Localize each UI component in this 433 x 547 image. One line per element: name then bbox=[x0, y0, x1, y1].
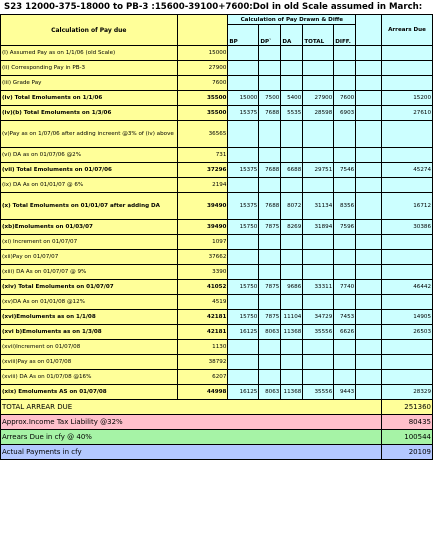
table-row bbox=[1, 340, 433, 355]
spacer-cell bbox=[356, 325, 382, 340]
row-label: (xvi)Emoluments as on 1/1/08 bbox=[1, 310, 178, 325]
dp-cell bbox=[259, 178, 281, 193]
da-cell bbox=[281, 250, 303, 265]
spacer-cell bbox=[356, 310, 382, 325]
spacer-cell bbox=[356, 370, 382, 385]
header-bp: BP bbox=[228, 25, 259, 46]
da-cell bbox=[281, 46, 303, 61]
da-cell bbox=[281, 295, 303, 310]
bp-cell bbox=[228, 250, 259, 265]
pay-due-cell: 27900 bbox=[177, 61, 228, 76]
table-row bbox=[1, 163, 433, 178]
diff-cell bbox=[334, 340, 356, 355]
total-cell bbox=[303, 148, 334, 163]
pay-due-cell: 41052 bbox=[177, 280, 228, 295]
table-row bbox=[1, 295, 433, 310]
pay-due-cell: 3390 bbox=[177, 265, 228, 280]
arrears-cell: 26503 bbox=[382, 325, 433, 340]
total-cell bbox=[303, 121, 334, 148]
total-cell bbox=[303, 370, 334, 385]
bp-cell bbox=[228, 76, 259, 91]
table-row bbox=[1, 148, 433, 163]
summary-value: 20109 bbox=[382, 445, 433, 460]
pay-due-cell: 731 bbox=[177, 148, 228, 163]
arrears-cell bbox=[382, 61, 433, 76]
summary-row bbox=[1, 400, 433, 415]
header-drawn-diff: Calculation of Pay Drawn & Diffe bbox=[228, 15, 356, 25]
pay-due-cell: 42181 bbox=[177, 310, 228, 325]
table-row bbox=[1, 121, 433, 148]
table-row bbox=[1, 91, 433, 106]
total-cell bbox=[303, 340, 334, 355]
spacer-cell bbox=[356, 178, 382, 193]
bp-cell bbox=[228, 265, 259, 280]
table-row bbox=[1, 250, 433, 265]
spacer-cell bbox=[356, 265, 382, 280]
arrears-cell bbox=[382, 370, 433, 385]
sheet-title: S23 12000-375-18000 to PB-3 :15600-39100+7600:DoI in old Scale assumed in March: bbox=[4, 2, 423, 12]
header-dp: DP` bbox=[259, 25, 281, 46]
spacer-cell bbox=[356, 76, 382, 91]
bp-cell bbox=[228, 148, 259, 163]
row-label: (vii) Total Emoluments on 01/07/06 bbox=[1, 163, 178, 178]
pay-due-cell: 36565 bbox=[177, 121, 228, 148]
dp-cell: 7688 bbox=[259, 163, 281, 178]
row-label: (xii)Pay on 01/07/07 bbox=[1, 250, 178, 265]
dp-cell: 8063 bbox=[259, 385, 281, 400]
total-cell bbox=[303, 235, 334, 250]
spacer-cell bbox=[356, 46, 382, 61]
da-cell bbox=[281, 265, 303, 280]
arrears-cell bbox=[382, 295, 433, 310]
arrears-cell bbox=[382, 178, 433, 193]
bp-cell bbox=[228, 340, 259, 355]
table-row bbox=[1, 76, 433, 91]
table-row bbox=[1, 265, 433, 280]
diff-cell bbox=[334, 355, 356, 370]
bp-cell: 16125 bbox=[228, 385, 259, 400]
summary-label: Arrears Due in cfy @ 40% bbox=[1, 430, 382, 445]
dp-cell bbox=[259, 250, 281, 265]
arrears-cell bbox=[382, 340, 433, 355]
total-cell bbox=[303, 355, 334, 370]
arrears-cell: 14905 bbox=[382, 310, 433, 325]
bp-cell: 15000 bbox=[228, 91, 259, 106]
row-label: (ii) Corresponding Pay in PB-3 bbox=[1, 61, 178, 76]
row-label: (xi) Increment on 01/07/07 bbox=[1, 235, 178, 250]
summary-label: TOTAL ARREAR DUE bbox=[1, 400, 382, 415]
summary-value: 80435 bbox=[382, 415, 433, 430]
spacer-cell bbox=[356, 235, 382, 250]
dp-cell bbox=[259, 235, 281, 250]
summary-value: 251360 bbox=[382, 400, 433, 415]
pay-due-cell: 1097 bbox=[177, 235, 228, 250]
da-cell: 9686 bbox=[281, 280, 303, 295]
diff-cell bbox=[334, 121, 356, 148]
header-calc-due: Calculation of Pay due bbox=[1, 15, 178, 46]
spacer-cell bbox=[356, 91, 382, 106]
row-label: (xiv) Total Emoluments on 01/07/07 bbox=[1, 280, 178, 295]
total-cell: 33311 bbox=[303, 280, 334, 295]
row-label: (xviii)Pay as on 01/07/08 bbox=[1, 355, 178, 370]
dp-cell: 7688 bbox=[259, 193, 281, 220]
dp-cell bbox=[259, 46, 281, 61]
bp-cell bbox=[228, 178, 259, 193]
row-label: (v)Pay as on 1/07/06 after adding increent @3% of (iv) above bbox=[1, 121, 178, 148]
diff-cell: 7600 bbox=[334, 91, 356, 106]
pay-due-cell: 35500 bbox=[177, 91, 228, 106]
bp-cell bbox=[228, 46, 259, 61]
da-cell: 8269 bbox=[281, 220, 303, 235]
total-cell: 29751 bbox=[303, 163, 334, 178]
total-cell: 34729 bbox=[303, 310, 334, 325]
dp-cell: 7500 bbox=[259, 91, 281, 106]
pay-due-cell: 38792 bbox=[177, 355, 228, 370]
total-cell bbox=[303, 61, 334, 76]
bp-cell bbox=[228, 355, 259, 370]
arrears-cell bbox=[382, 250, 433, 265]
da-cell bbox=[281, 178, 303, 193]
arrears-cell: 28329 bbox=[382, 385, 433, 400]
da-cell bbox=[281, 340, 303, 355]
diff-cell bbox=[334, 370, 356, 385]
pay-due-cell: 7600 bbox=[177, 76, 228, 91]
diff-cell: 8356 bbox=[334, 193, 356, 220]
spacer-cell bbox=[356, 280, 382, 295]
arrears-cell: 30386 bbox=[382, 220, 433, 235]
row-label: (xvii)Increment on 01/07/08 bbox=[1, 340, 178, 355]
header-total: TOTAL bbox=[303, 25, 334, 46]
spacer-cell bbox=[356, 106, 382, 121]
dp-cell bbox=[259, 61, 281, 76]
da-cell bbox=[281, 61, 303, 76]
spacer-cell bbox=[356, 340, 382, 355]
pay-due-cell: 6207 bbox=[177, 370, 228, 385]
dp-cell: 8063 bbox=[259, 325, 281, 340]
da-cell bbox=[281, 76, 303, 91]
table-row bbox=[1, 220, 433, 235]
dp-cell bbox=[259, 370, 281, 385]
table-row bbox=[1, 280, 433, 295]
total-cell bbox=[303, 250, 334, 265]
row-label: (xb)Emoluments on 01/03/07 bbox=[1, 220, 178, 235]
da-cell bbox=[281, 355, 303, 370]
bp-cell bbox=[228, 61, 259, 76]
total-cell: 28598 bbox=[303, 106, 334, 121]
total-cell bbox=[303, 178, 334, 193]
da-cell: 11104 bbox=[281, 310, 303, 325]
bp-cell: 15375 bbox=[228, 106, 259, 121]
arrears-cell bbox=[382, 148, 433, 163]
arrears-cell bbox=[382, 235, 433, 250]
row-label: (xix) Emoluments AS on 01/07/08 bbox=[1, 385, 178, 400]
row-label: (iv) Total Emoluments on 1/1/06 bbox=[1, 91, 178, 106]
diff-cell bbox=[334, 235, 356, 250]
summary-label: Approx.Income Tax Liability @32% bbox=[1, 415, 382, 430]
table-row bbox=[1, 310, 433, 325]
table-row bbox=[1, 46, 433, 61]
dp-cell: 7875 bbox=[259, 220, 281, 235]
table-row bbox=[1, 235, 433, 250]
da-cell bbox=[281, 370, 303, 385]
row-label: (ix) DA As on 01/01/07 @ 6% bbox=[1, 178, 178, 193]
da-cell bbox=[281, 148, 303, 163]
header-spacer bbox=[356, 15, 382, 46]
arrears-cell bbox=[382, 265, 433, 280]
row-label: (iv)(b) Total Emoluments on 1/3/06 bbox=[1, 106, 178, 121]
total-cell: 27900 bbox=[303, 91, 334, 106]
arrears-cell: 16712 bbox=[382, 193, 433, 220]
spacer-cell bbox=[356, 121, 382, 148]
bp-cell: 16125 bbox=[228, 325, 259, 340]
pay-due-cell: 35500 bbox=[177, 106, 228, 121]
bp-cell bbox=[228, 235, 259, 250]
total-cell bbox=[303, 46, 334, 61]
pay-due-cell: 42181 bbox=[177, 325, 228, 340]
header-arrears-due: Arrears Due bbox=[382, 15, 433, 46]
table-row bbox=[1, 385, 433, 400]
row-label: (xv)DA As on 01/01/08 @12% bbox=[1, 295, 178, 310]
total-cell bbox=[303, 295, 334, 310]
da-cell: 6688 bbox=[281, 163, 303, 178]
spacer-cell bbox=[356, 61, 382, 76]
da-cell: 11368 bbox=[281, 325, 303, 340]
diff-cell: 7596 bbox=[334, 220, 356, 235]
total-cell: 35556 bbox=[303, 385, 334, 400]
dp-cell: 7875 bbox=[259, 280, 281, 295]
da-cell: 5535 bbox=[281, 106, 303, 121]
table-row bbox=[1, 61, 433, 76]
diff-cell bbox=[334, 76, 356, 91]
spacer-cell bbox=[356, 355, 382, 370]
spacer-cell bbox=[356, 193, 382, 220]
da-cell: 11368 bbox=[281, 385, 303, 400]
arrears-cell: 45274 bbox=[382, 163, 433, 178]
table-row bbox=[1, 325, 433, 340]
pay-due-cell: 2194 bbox=[177, 178, 228, 193]
da-cell: 5400 bbox=[281, 91, 303, 106]
diff-cell: 7453 bbox=[334, 310, 356, 325]
diff-cell bbox=[334, 265, 356, 280]
total-cell bbox=[303, 76, 334, 91]
diff-cell bbox=[334, 46, 356, 61]
bp-cell: 15750 bbox=[228, 280, 259, 295]
total-cell bbox=[303, 265, 334, 280]
row-label: (x) Total Emoluments on 01/01/07 after adding DA bbox=[1, 193, 178, 220]
row-label: (iii) Grade Pay bbox=[1, 76, 178, 91]
summary-row bbox=[1, 445, 433, 460]
arrears-cell bbox=[382, 46, 433, 61]
header-due-blank bbox=[177, 15, 228, 46]
summary-row bbox=[1, 415, 433, 430]
table-row bbox=[1, 193, 433, 220]
diff-cell bbox=[334, 61, 356, 76]
bp-cell: 15750 bbox=[228, 220, 259, 235]
da-cell: 8072 bbox=[281, 193, 303, 220]
table-row bbox=[1, 106, 433, 121]
dp-cell bbox=[259, 76, 281, 91]
bp-cell: 15375 bbox=[228, 193, 259, 220]
pay-due-cell: 44998 bbox=[177, 385, 228, 400]
diff-cell: 7546 bbox=[334, 163, 356, 178]
row-label: (I) Assumed Pay as on 1/1/06 (old Scale) bbox=[1, 46, 178, 61]
spacer-cell bbox=[356, 220, 382, 235]
dp-cell bbox=[259, 148, 281, 163]
bp-cell bbox=[228, 370, 259, 385]
arrears-cell bbox=[382, 76, 433, 91]
row-label: (xvi b)Emoluments as on 1/3/08 bbox=[1, 325, 178, 340]
header-diff: DIFF. bbox=[334, 25, 356, 46]
bp-cell: 15375 bbox=[228, 163, 259, 178]
dp-cell: 7875 bbox=[259, 310, 281, 325]
dp-cell bbox=[259, 295, 281, 310]
arrears-cell bbox=[382, 121, 433, 148]
bp-cell: 15750 bbox=[228, 310, 259, 325]
total-cell: 31134 bbox=[303, 193, 334, 220]
diff-cell bbox=[334, 250, 356, 265]
pay-due-cell: 39490 bbox=[177, 193, 228, 220]
diff-cell: 6626 bbox=[334, 325, 356, 340]
total-cell: 31894 bbox=[303, 220, 334, 235]
spacer-cell bbox=[356, 250, 382, 265]
row-label: (xiii) DA As on 01/07/07 @ 9% bbox=[1, 265, 178, 280]
summary-row bbox=[1, 430, 433, 445]
da-cell bbox=[281, 235, 303, 250]
table-row bbox=[1, 370, 433, 385]
bp-cell bbox=[228, 121, 259, 148]
dp-cell: 7688 bbox=[259, 106, 281, 121]
dp-cell bbox=[259, 355, 281, 370]
pay-due-cell: 37296 bbox=[177, 163, 228, 178]
pay-due-cell: 4519 bbox=[177, 295, 228, 310]
dp-cell bbox=[259, 265, 281, 280]
diff-cell: 6903 bbox=[334, 106, 356, 121]
bp-cell bbox=[228, 295, 259, 310]
pay-due-cell: 37662 bbox=[177, 250, 228, 265]
spacer-cell bbox=[356, 295, 382, 310]
pay-due-cell: 39490 bbox=[177, 220, 228, 235]
pay-arrears-table bbox=[0, 14, 433, 460]
dp-cell bbox=[259, 121, 281, 148]
diff-cell bbox=[334, 295, 356, 310]
diff-cell: 7740 bbox=[334, 280, 356, 295]
summary-label: Actual Payments in cfy bbox=[1, 445, 382, 460]
spacer-cell bbox=[356, 163, 382, 178]
arrears-cell: 15200 bbox=[382, 91, 433, 106]
da-cell bbox=[281, 121, 303, 148]
row-label: (vi) DA as on 01/07/06 @2% bbox=[1, 148, 178, 163]
pay-due-cell: 15000 bbox=[177, 46, 228, 61]
row-label: (xviii) DA As on 01/07/08 @16% bbox=[1, 370, 178, 385]
total-cell: 35556 bbox=[303, 325, 334, 340]
arrears-cell: 27610 bbox=[382, 106, 433, 121]
arrears-cell: 46442 bbox=[382, 280, 433, 295]
spacer-cell bbox=[356, 385, 382, 400]
arrears-cell bbox=[382, 355, 433, 370]
spacer-cell bbox=[356, 148, 382, 163]
summary-value: 100544 bbox=[382, 430, 433, 445]
table-row bbox=[1, 178, 433, 193]
header-da: DA bbox=[281, 25, 303, 46]
diff-cell bbox=[334, 148, 356, 163]
pay-due-cell: 1130 bbox=[177, 340, 228, 355]
diff-cell: 9443 bbox=[334, 385, 356, 400]
table-row bbox=[1, 355, 433, 370]
dp-cell bbox=[259, 340, 281, 355]
diff-cell bbox=[334, 178, 356, 193]
